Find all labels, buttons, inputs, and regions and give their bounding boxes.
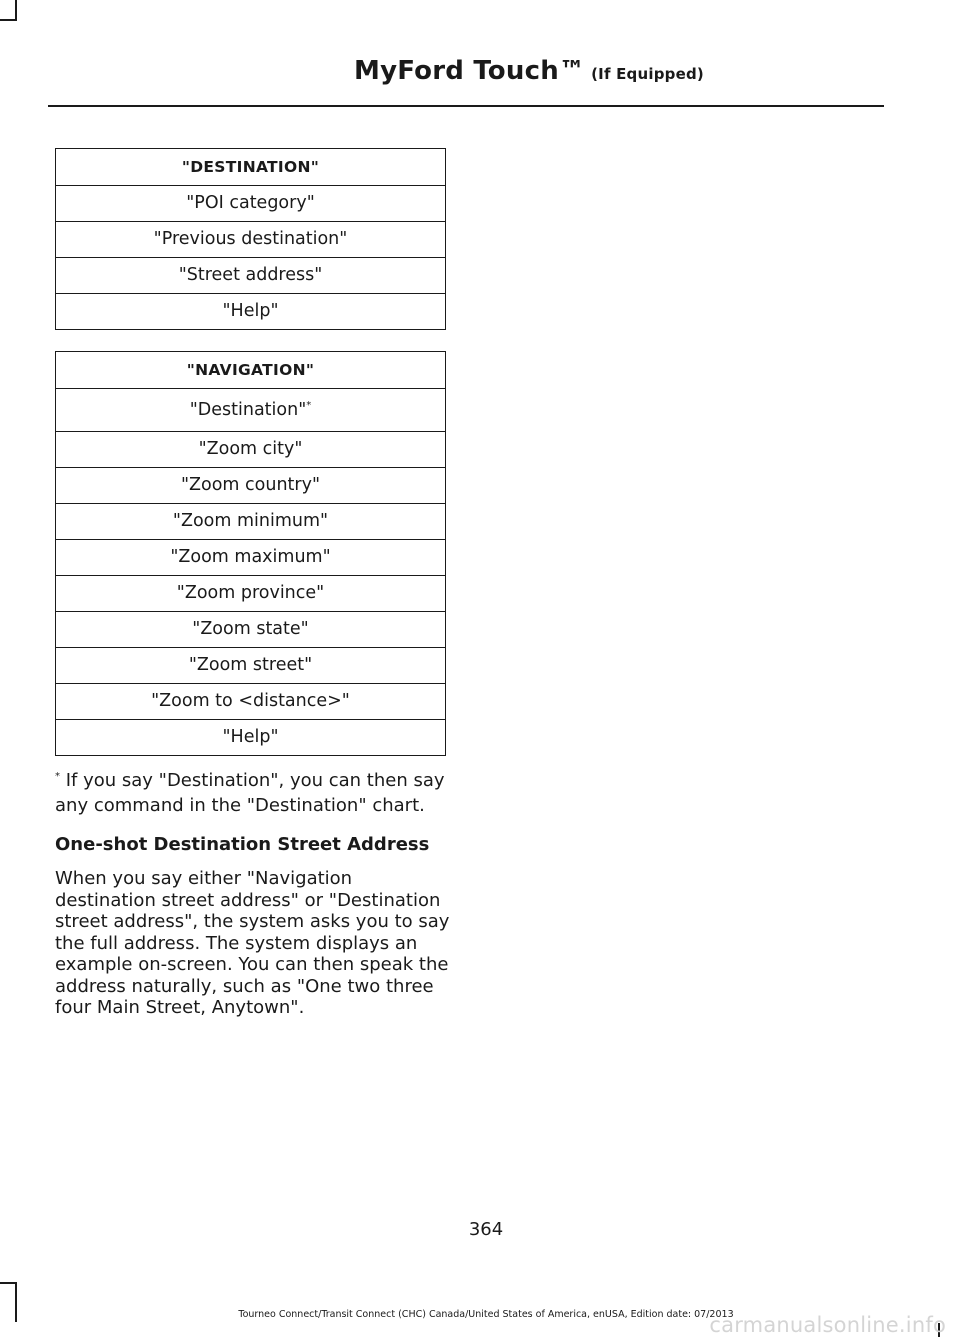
table-row: "POI category" xyxy=(56,186,446,222)
table-row: "Help" xyxy=(56,720,446,756)
footnote-text: If you say "Destination", you can then say any command in the "Destination" chart. xyxy=(55,770,445,816)
page-header-title xyxy=(0,56,960,86)
navigation-commands-table xyxy=(55,351,446,756)
table-row xyxy=(56,389,446,432)
footnote-marker: * xyxy=(306,400,312,412)
table-row: "Zoom province" xyxy=(56,576,446,612)
table-row: "Zoom city" xyxy=(56,432,446,468)
watermark: carmanualsonline.info xyxy=(709,1313,946,1337)
table-heading: "NAVIGATION" xyxy=(56,352,446,389)
table-row: "Previous destination" xyxy=(56,222,446,258)
table-row: "Zoom state" xyxy=(56,612,446,648)
table-row: "Zoom minimum" xyxy=(56,504,446,540)
table-row: "Zoom maximum" xyxy=(56,540,446,576)
table-row: "Zoom to <distance>" xyxy=(56,684,446,720)
footnote xyxy=(55,768,450,818)
header-title-text: MyFord Touch™ xyxy=(354,56,586,86)
table-heading: "DESTINATION" xyxy=(56,149,446,186)
destination-commands-table xyxy=(55,148,446,330)
table-row: "Street address" xyxy=(56,258,446,294)
footnote-marker: * xyxy=(55,771,60,782)
crop-mark-bottom-left xyxy=(0,1282,17,1284)
crop-mark-top-left xyxy=(0,19,17,21)
table-row: "Zoom street" xyxy=(56,648,446,684)
table-row: "Zoom country" xyxy=(56,468,446,504)
header-rule xyxy=(48,105,884,107)
footer-edition-text: Tourneo Connect/Transit Connect (CHC) Canada/United States of America, enUSA, Edition date: 07/2013 xyxy=(238,1309,734,1320)
body-paragraph: When you say either "Navigation destination street address" or "Destination street address", the system asks you to say the full address. The system displays an example on-screen. You can then speak the address naturally, such as "One two three four Main Street, Anytown". xyxy=(55,868,450,1018)
page-number: 364 xyxy=(468,1219,504,1240)
section-heading: One-shot Destination Street Address xyxy=(55,834,430,855)
row-text: "Destination" xyxy=(189,400,307,420)
crop-mark-top-left xyxy=(15,0,17,20)
header-subtitle: (If Equipped) xyxy=(591,65,704,83)
table-row: "Help" xyxy=(56,294,446,330)
